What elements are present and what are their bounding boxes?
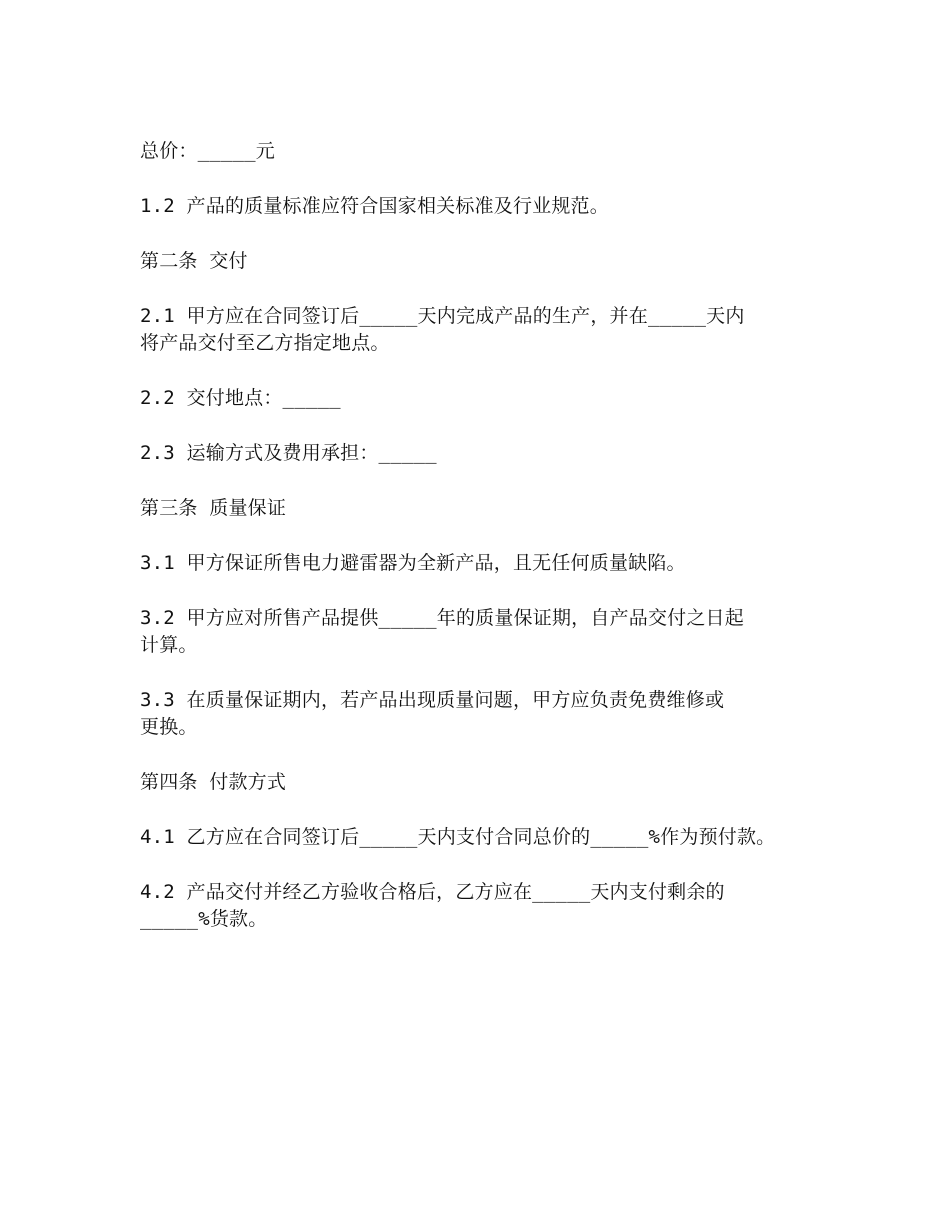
clause-4-1: 4.1 乙方应在合同签订后_____天内支付合同总价的_____%作为预付款。 [140,826,776,848]
clause-3-2: 3.2 甲方应对所售产品提供_____年的质量保证期，自产品交付之日起 计算。 [140,607,744,656]
article-4-heading: 第四条 付款方式 [140,771,287,793]
clause-1-2: 1.2 产品的质量标准应符合国家相关标准及行业规范。 [140,195,609,217]
total-price-line: 总价：_____元 [140,140,275,162]
clause-2-1: 2.1 甲方应在合同签订后_____天内完成产品的生产，并在_____天内 将产品交付至乙方指定地点。 [140,305,745,354]
article-2-heading: 第二条 交付 [140,250,248,272]
clause-3-1: 3.1 甲方保证所售电力避雷器为全新产品，且无任何质量缺陷。 [140,552,686,574]
clause-3-3: 3.3 在质量保证期内，若产品出现质量问题，甲方应负责免费维修或 更换。 [140,689,725,738]
article-3-heading: 第三条 质量保证 [140,497,287,519]
clause-2-3: 2.3 运输方式及费用承担：_____ [140,442,437,464]
contract-body [140,138,840,961]
clause-4-2: 4.2 产品交付并经乙方验收合格后，乙方应在_____天内支付剩余的 _____%货款。 [140,881,725,930]
clause-2-2: 2.2 交付地点：_____ [140,387,341,409]
